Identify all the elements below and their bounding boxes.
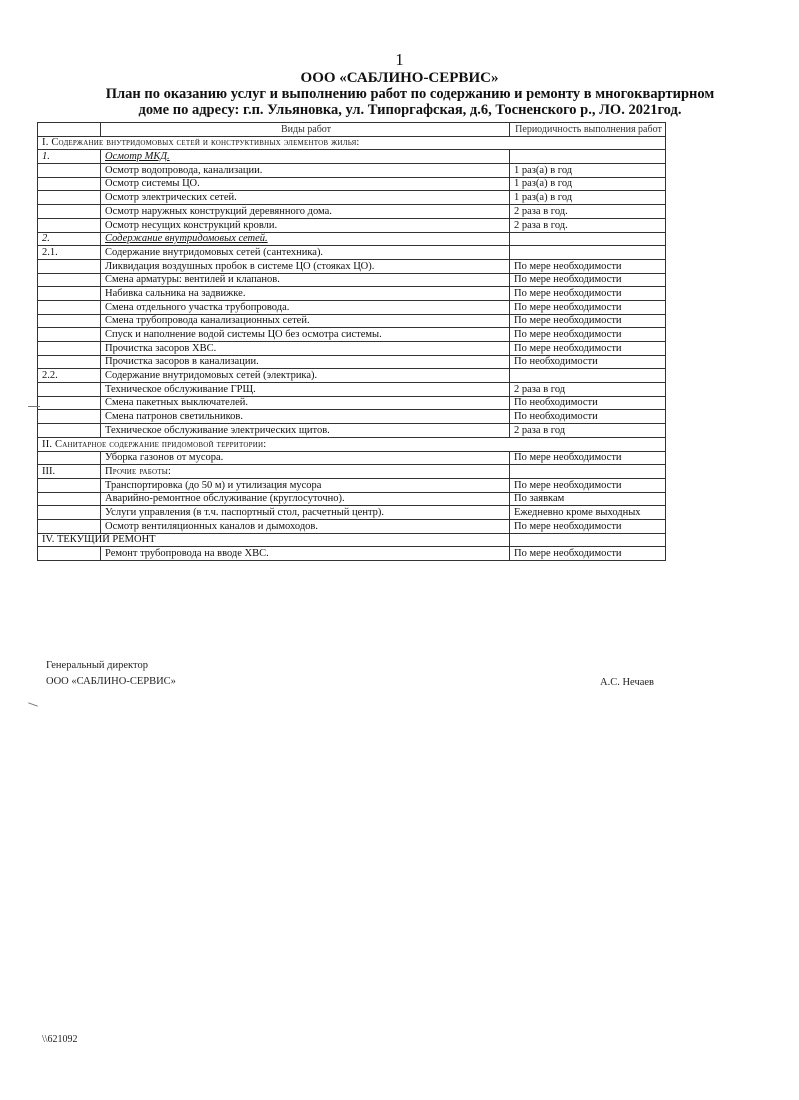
frequency-cell: По мере необходимости xyxy=(510,342,666,356)
row-number xyxy=(38,547,101,561)
table-row xyxy=(38,342,666,356)
header-frequency: Периодичность выполнения работ xyxy=(510,123,666,137)
signatory-organization: ООО «САБЛИНО-СЕРВИС» xyxy=(46,676,176,687)
table-row xyxy=(38,478,666,492)
table-row xyxy=(38,218,666,232)
work-type-cell: Техническое обслуживание электрических щитов. xyxy=(101,424,510,438)
work-type-cell: Ликвидация воздушных пробок в системе ЦО (стояках ЦО). xyxy=(101,259,510,273)
row-number: 2.1. xyxy=(38,246,101,260)
row-number xyxy=(38,342,101,356)
organization-title: ООО «САБЛИНО-СЕРВИС» xyxy=(300,70,499,86)
signatory-name: А.С. Нечаев xyxy=(600,677,655,688)
work-type-cell: Осмотр системы ЦО. xyxy=(101,177,510,191)
work-type-cell: Смена трубопровода канализационных сетей. xyxy=(101,314,510,328)
work-type-cell: Транспортировка (до 50 м) и утилизация мусора xyxy=(101,478,510,492)
table-row xyxy=(38,150,666,164)
work-type-cell: Осмотр наружных конструкций деревянного дома. xyxy=(101,205,510,219)
row-number xyxy=(38,410,101,424)
table-row xyxy=(38,492,666,506)
table-row xyxy=(38,437,666,451)
frequency-cell: По мере необходимости xyxy=(510,287,666,301)
row-number xyxy=(38,519,101,533)
row-number xyxy=(38,287,101,301)
row-number xyxy=(38,314,101,328)
table-row xyxy=(38,451,666,465)
frequency-cell xyxy=(510,150,666,164)
section-heading: I. Содержание внутридомовых сетей и конструктивных элементов жилья: xyxy=(38,136,666,150)
table-row xyxy=(38,232,666,246)
work-type-cell: Прочистка засоров ХВС. xyxy=(101,342,510,356)
scan-artifact xyxy=(28,406,40,407)
frequency-cell: Ежедневно кроме выходных xyxy=(510,506,666,520)
table-row xyxy=(38,136,666,150)
work-type-cell: Осмотр вентиляционных каналов и дымоходов. xyxy=(101,519,510,533)
work-type-cell: Смена пакетных выключателей. xyxy=(101,396,510,410)
work-type-cell: Содержание внутридомовых сетей (электрика). xyxy=(101,369,510,383)
row-number xyxy=(38,355,101,369)
table-row xyxy=(38,533,666,547)
table-row xyxy=(38,314,666,328)
row-number xyxy=(38,164,101,178)
frequency-cell: По необходимости xyxy=(510,396,666,410)
table-row xyxy=(38,287,666,301)
signature-block xyxy=(46,658,176,690)
work-type-cell: Осмотр водопровода, канализации. xyxy=(101,164,510,178)
row-number xyxy=(38,424,101,438)
table-row xyxy=(38,424,666,438)
table-row xyxy=(38,465,666,479)
frequency-cell: По мере необходимости xyxy=(510,519,666,533)
frequency-cell: По мере необходимости xyxy=(510,300,666,314)
table-row xyxy=(38,246,666,260)
row-number: 2.2. xyxy=(38,369,101,383)
row-number xyxy=(38,506,101,520)
work-type-cell: Осмотр МКД. xyxy=(101,150,510,164)
work-type-cell: Осмотр несущих конструкций кровли. xyxy=(101,218,510,232)
table-row xyxy=(38,355,666,369)
row-number xyxy=(38,177,101,191)
row-number xyxy=(38,191,101,205)
table-row xyxy=(38,410,666,424)
table-row xyxy=(38,547,666,561)
row-number xyxy=(38,273,101,287)
frequency-cell: По мере необходимости xyxy=(510,273,666,287)
header-number xyxy=(38,123,101,137)
row-number xyxy=(38,492,101,506)
document-title-line: доме по адресу: г.п. Ульяновка, ул. Типоргафская, д.6, Тосненского р., ЛО. 2021год. xyxy=(138,102,682,118)
row-number xyxy=(38,478,101,492)
header-work-types: Виды работ xyxy=(101,123,510,137)
page-number: 1 xyxy=(395,50,404,69)
frequency-cell: 2 раза в год. xyxy=(510,218,666,232)
work-type-cell: Прочистка засоров в канализации. xyxy=(101,355,510,369)
table-row xyxy=(38,177,666,191)
table-row xyxy=(38,519,666,533)
row-number xyxy=(38,396,101,410)
frequency-cell: По заявкам xyxy=(510,492,666,506)
work-type-cell: Аварийно-ремонтное обслуживание (круглосуточно). xyxy=(101,492,510,506)
frequency-cell: По необходимости xyxy=(510,355,666,369)
work-type-cell: Уборка газонов от мусора. xyxy=(101,451,510,465)
frequency-cell xyxy=(510,246,666,260)
work-type-cell: Прочие работы: xyxy=(101,465,510,479)
work-type-cell: Набивка сальника на задвижке. xyxy=(101,287,510,301)
work-type-cell: Содержание внутридомовых сетей. xyxy=(101,232,510,246)
table-row xyxy=(38,164,666,178)
frequency-cell: 2 раза в год. xyxy=(510,205,666,219)
frequency-cell: По мере необходимости xyxy=(510,478,666,492)
table-row xyxy=(38,205,666,219)
row-number xyxy=(38,328,101,342)
frequency-cell xyxy=(510,465,666,479)
footer-code: \\621092 xyxy=(42,1034,78,1045)
row-number xyxy=(38,300,101,314)
table-row xyxy=(38,300,666,314)
frequency-cell: 1 раз(а) в год xyxy=(510,177,666,191)
work-type-cell: Услуги управления (в т.ч. паспортный стол, расчетный центр). xyxy=(101,506,510,520)
work-plan-table xyxy=(37,122,666,561)
table-row xyxy=(38,506,666,520)
frequency-cell: По мере необходимости xyxy=(510,314,666,328)
work-type-cell: Ремонт трубопровода на вводе ХВС. xyxy=(101,547,510,561)
row-number: 1. xyxy=(38,150,101,164)
table-row xyxy=(38,191,666,205)
row-number: 2. xyxy=(38,232,101,246)
frequency-cell: 2 раза в год xyxy=(510,424,666,438)
frequency-cell: 1 раз(а) в год xyxy=(510,164,666,178)
frequency-cell: По необходимости xyxy=(510,410,666,424)
frequency-cell xyxy=(510,533,666,547)
table-row xyxy=(38,328,666,342)
section-heading: II. Санитарное содержание придомовой территории: xyxy=(38,437,666,451)
table-row xyxy=(38,369,666,383)
frequency-cell: По мере необходимости xyxy=(510,547,666,561)
frequency-cell: 2 раза в год xyxy=(510,383,666,397)
row-number xyxy=(38,259,101,273)
frequency-cell xyxy=(510,369,666,383)
row-number xyxy=(38,218,101,232)
row-number xyxy=(38,205,101,219)
row-number xyxy=(38,383,101,397)
table-body xyxy=(38,136,666,560)
table-row xyxy=(38,273,666,287)
signatory-position: Генеральный директор xyxy=(46,660,148,671)
table-row xyxy=(38,259,666,273)
table-header-row xyxy=(38,123,666,137)
section-heading: IV. ТЕКУЩИЙ РЕМОНТ xyxy=(38,533,510,547)
work-type-cell: Спуск и наполнение водой системы ЦО без осмотра системы. xyxy=(101,328,510,342)
table-row xyxy=(38,396,666,410)
frequency-cell xyxy=(510,232,666,246)
frequency-cell: По мере необходимости xyxy=(510,259,666,273)
row-number xyxy=(38,451,101,465)
document-title-line: План по оказанию услуг и выполнению работ по содержанию и ремонту в многоквартирном xyxy=(105,86,715,102)
scan-artifact xyxy=(28,702,38,706)
work-type-cell: Смена арматуры: вентилей и клапанов. xyxy=(101,273,510,287)
frequency-cell: По мере необходимости xyxy=(510,328,666,342)
work-type-cell: Осмотр электрических сетей. xyxy=(101,191,510,205)
work-type-cell: Смена отдельного участка трубопровода. xyxy=(101,300,510,314)
table-row xyxy=(38,383,666,397)
row-number: III. xyxy=(38,465,101,479)
work-type-cell: Содержание внутридомовых сетей (сантехника). xyxy=(101,246,510,260)
work-type-cell: Смена патронов светильников. xyxy=(101,410,510,424)
frequency-cell: 1 раз(а) в год xyxy=(510,191,666,205)
work-type-cell: Техническое обслуживание ГРЩ. xyxy=(101,383,510,397)
document-title xyxy=(60,86,760,118)
frequency-cell: По мере необходимости xyxy=(510,451,666,465)
